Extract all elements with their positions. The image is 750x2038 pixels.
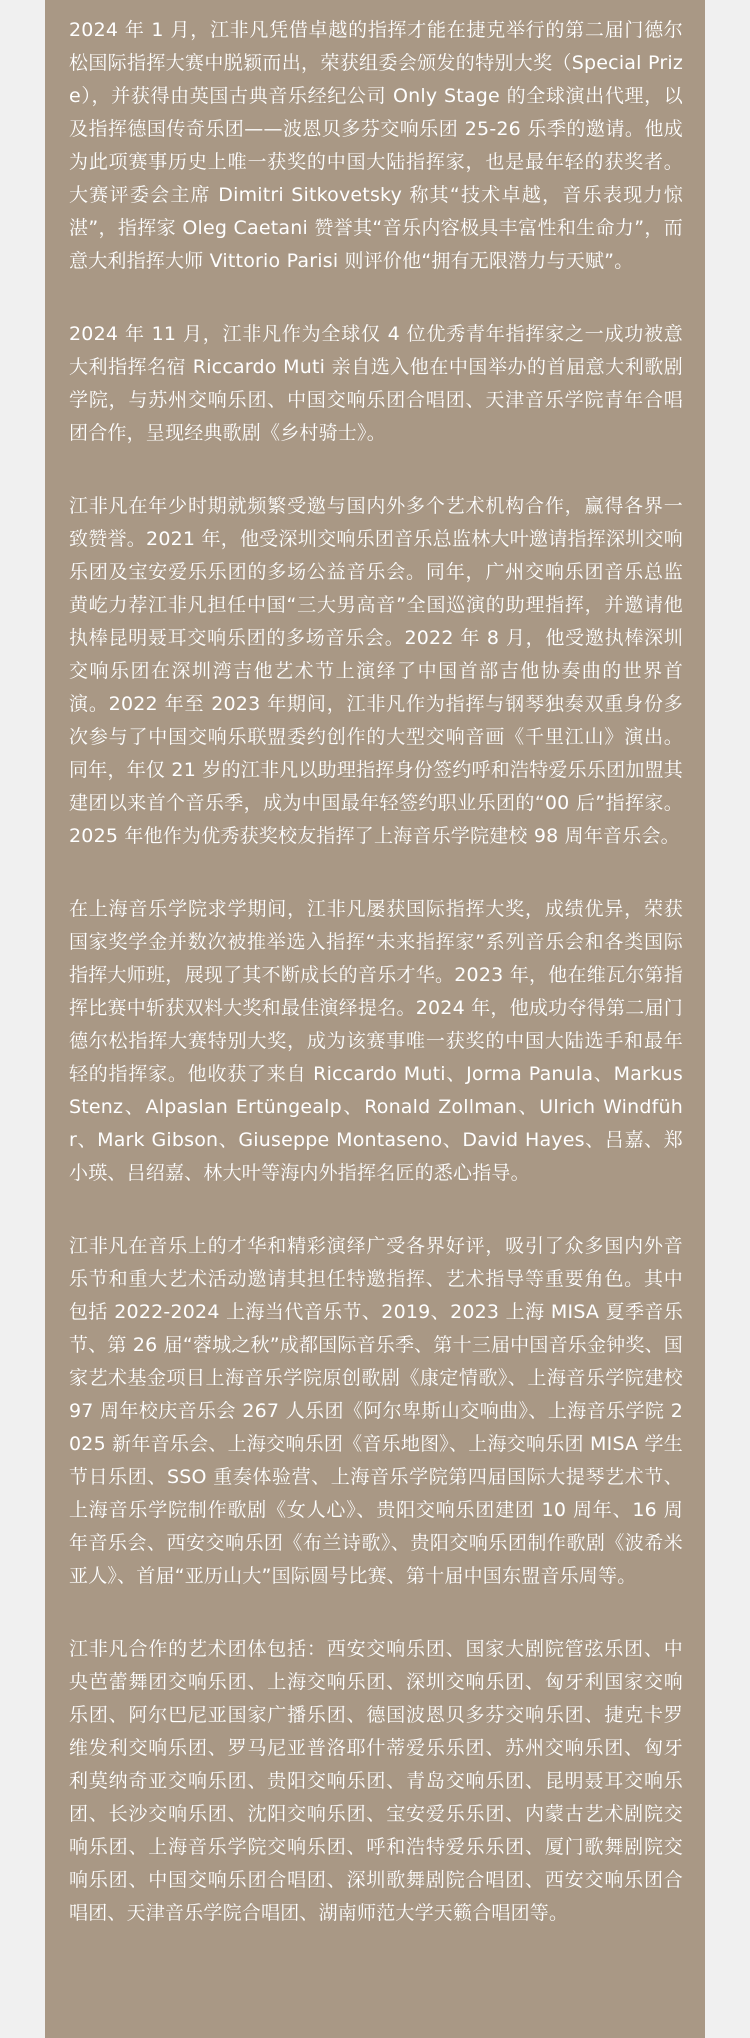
- bio-paragraph-orchestras: 江非凡合作的艺术团体包括：西安交响乐团、国家大剧院管弦乐团、中央芭蕾舞团交响乐团、上海交响乐团、深圳交响乐团、匈牙利国家交响乐团、阿尔巴尼亚国家广播乐团、德国波恩贝多芬交响乐团、捷克卡罗维发利交响乐团、罗马尼亚普洛耶什蒂爱乐乐团、苏州交响乐团、匈牙利莫纳奇亚交响乐团、贵阳交响乐团、青岛交响乐团、昆明聂耳交响乐团、长沙交响乐团、沈阳交响乐团、宝安爱乐乐团、内蒙古艺术剧院交响乐团、上海音乐学院交响乐团、呼和浩特爱乐乐团、厦门歌舞剧院交响乐团、中国交响乐团合唱团、深圳歌舞剧院合唱团、西安交响乐团合唱团、天津音乐学院合唱团、湖南师范大学天籁合唱团等。: [69, 1638, 683, 1924]
- bio-paragraph-early-collaborations: 江非凡在年少时期就频繁受邀与国内外多个艺术机构合作，赢得各界一致赞誉。2021 年，他受深圳交响乐团音乐总监林大叶邀请指挥深圳交响乐团及宝安爱乐乐团的多场公益音乐会。同年，广州交响乐团音乐总监黄屹力荐江非凡担任中国“三大男高音”全国巡演的助理指挥，并邀请他执棒昆明聂耳交响乐团的多场音乐会。2022 年 8 月，他受邀执棒深圳交响乐团在深圳湾吉他艺术节上演绎了中国首部吉他协奏曲的世界首演。2022 年至 2023 年期间，江非凡作为指挥与钢琴独奏双重身份多次参与了中国交响乐联盟委约创作的大型交响音画《千里江山》演出。同年，年仅 21 岁的江非凡以助理指挥身份签约呼和浩特爱乐乐团加盟其建团以来首个音乐季，成为中国最年轻签约职业乐团的“00 后”指挥家。2025 年他作为优秀获奖校友指挥了上海音乐学院建校 98 周年音乐会。: [69, 495, 683, 847]
- bio-paragraph-conservatory-studies: 在上海音乐学院求学期间，江非凡屡获国际指挥大奖，成绩优异，荣获国家奖学金并数次被推举选入指挥“未来指挥家”系列音乐会和各类国际指挥大师班，展现了其不断成长的音乐才华。2023 年，他在维瓦尔第指挥比赛中斩获双料大奖和最佳演绎提名。2024 年，他成功夺得第二届门德尔松指挥大赛特别大奖，成为该赛事唯一获奖的中国大陆选手和最年轻的指挥家。他收获了来自 Riccardo Muti、Jorma Panula、Markus Stenz、Alpaslan Ertüngealp、Ronald Zollman、Ulrich Windführ、Mark Gibson、Giuseppe Montaseno、David Hayes、吕嘉、郑小瑛、吕绍嘉、林大叶等海内外指挥名匠的悉心指导。: [69, 898, 683, 1184]
- bio-paragraph-mendelssohn-prize: 2024 年 1 月，江非凡凭借卓越的指挥才能在捷克举行的第二届门德尔松国际指挥大赛中脱颖而出，荣获组委会颁发的特别大奖（Special Prize），并获得由英国古典音乐经纪公司 Only Stage 的全球演出代理，以及指挥德国传奇乐团——波恩贝多芬交响乐团 25-26 乐季的邀请。他成为此项赛事历史上唯一获奖的中国大陆指挥家，也是最年轻的获奖者。大赛评委会主席 Dimitri Sitkovetsky 称其“技术卓越，音乐表现力惊湛”，指挥家 Oleg Caetani 赞誉其“音乐内容极具丰富性和生命力”，而意大利指挥大师 Vittorio Parisi 则评价他“拥有无限潜力与天赋”。: [69, 19, 683, 272]
- biography-panel: [45, 0, 705, 2038]
- bio-paragraph-muti-academy: 2024 年 11 月，江非凡作为全球仅 4 位优秀青年指挥家之一成功被意大利指挥名宿 Riccardo Muti 亲自选入他在中国举办的首届意大利歌剧学院，与苏州交响乐团、中国交响乐团合唱团、天津音乐学院青年合唱团合作，呈现经典歌剧《乡村骑士》。: [69, 323, 683, 444]
- bio-paragraph-festivals: 江非凡在音乐上的才华和精彩演绎广受各界好评，吸引了众多国内外音乐节和重大艺术活动邀请其担任特邀指挥、艺术指导等重要角色。其中包括 2022-2024 上海当代音乐节、2019、2023 上海 MISA 夏季音乐节、第 26 届“蓉城之秋”成都国际音乐季、第十三届中国音乐金钟奖、国家艺术基金项目上海音乐学院原创歌剧《康定情歌》、上海音乐学院建校 97 周年校庆音乐会 267 人乐团《阿尔卑斯山交响曲》、上海音乐学院 2025 新年音乐会、上海交响乐团《音乐地图》、上海交响乐团 MISA 学生节日乐团、SSO 重奏体验营、上海音乐学院第四届国际大提琴艺术节、上海音乐学院制作歌剧《女人心》、贵阳交响乐团建团 10 周年、16 周年音乐会、西安交响乐团《布兰诗歌》、贵阳交响乐团制作歌剧《波希米亚人》、首届“亚历山大”国际圆号比赛、第十届中国东盟音乐周等。: [69, 1235, 683, 1587]
